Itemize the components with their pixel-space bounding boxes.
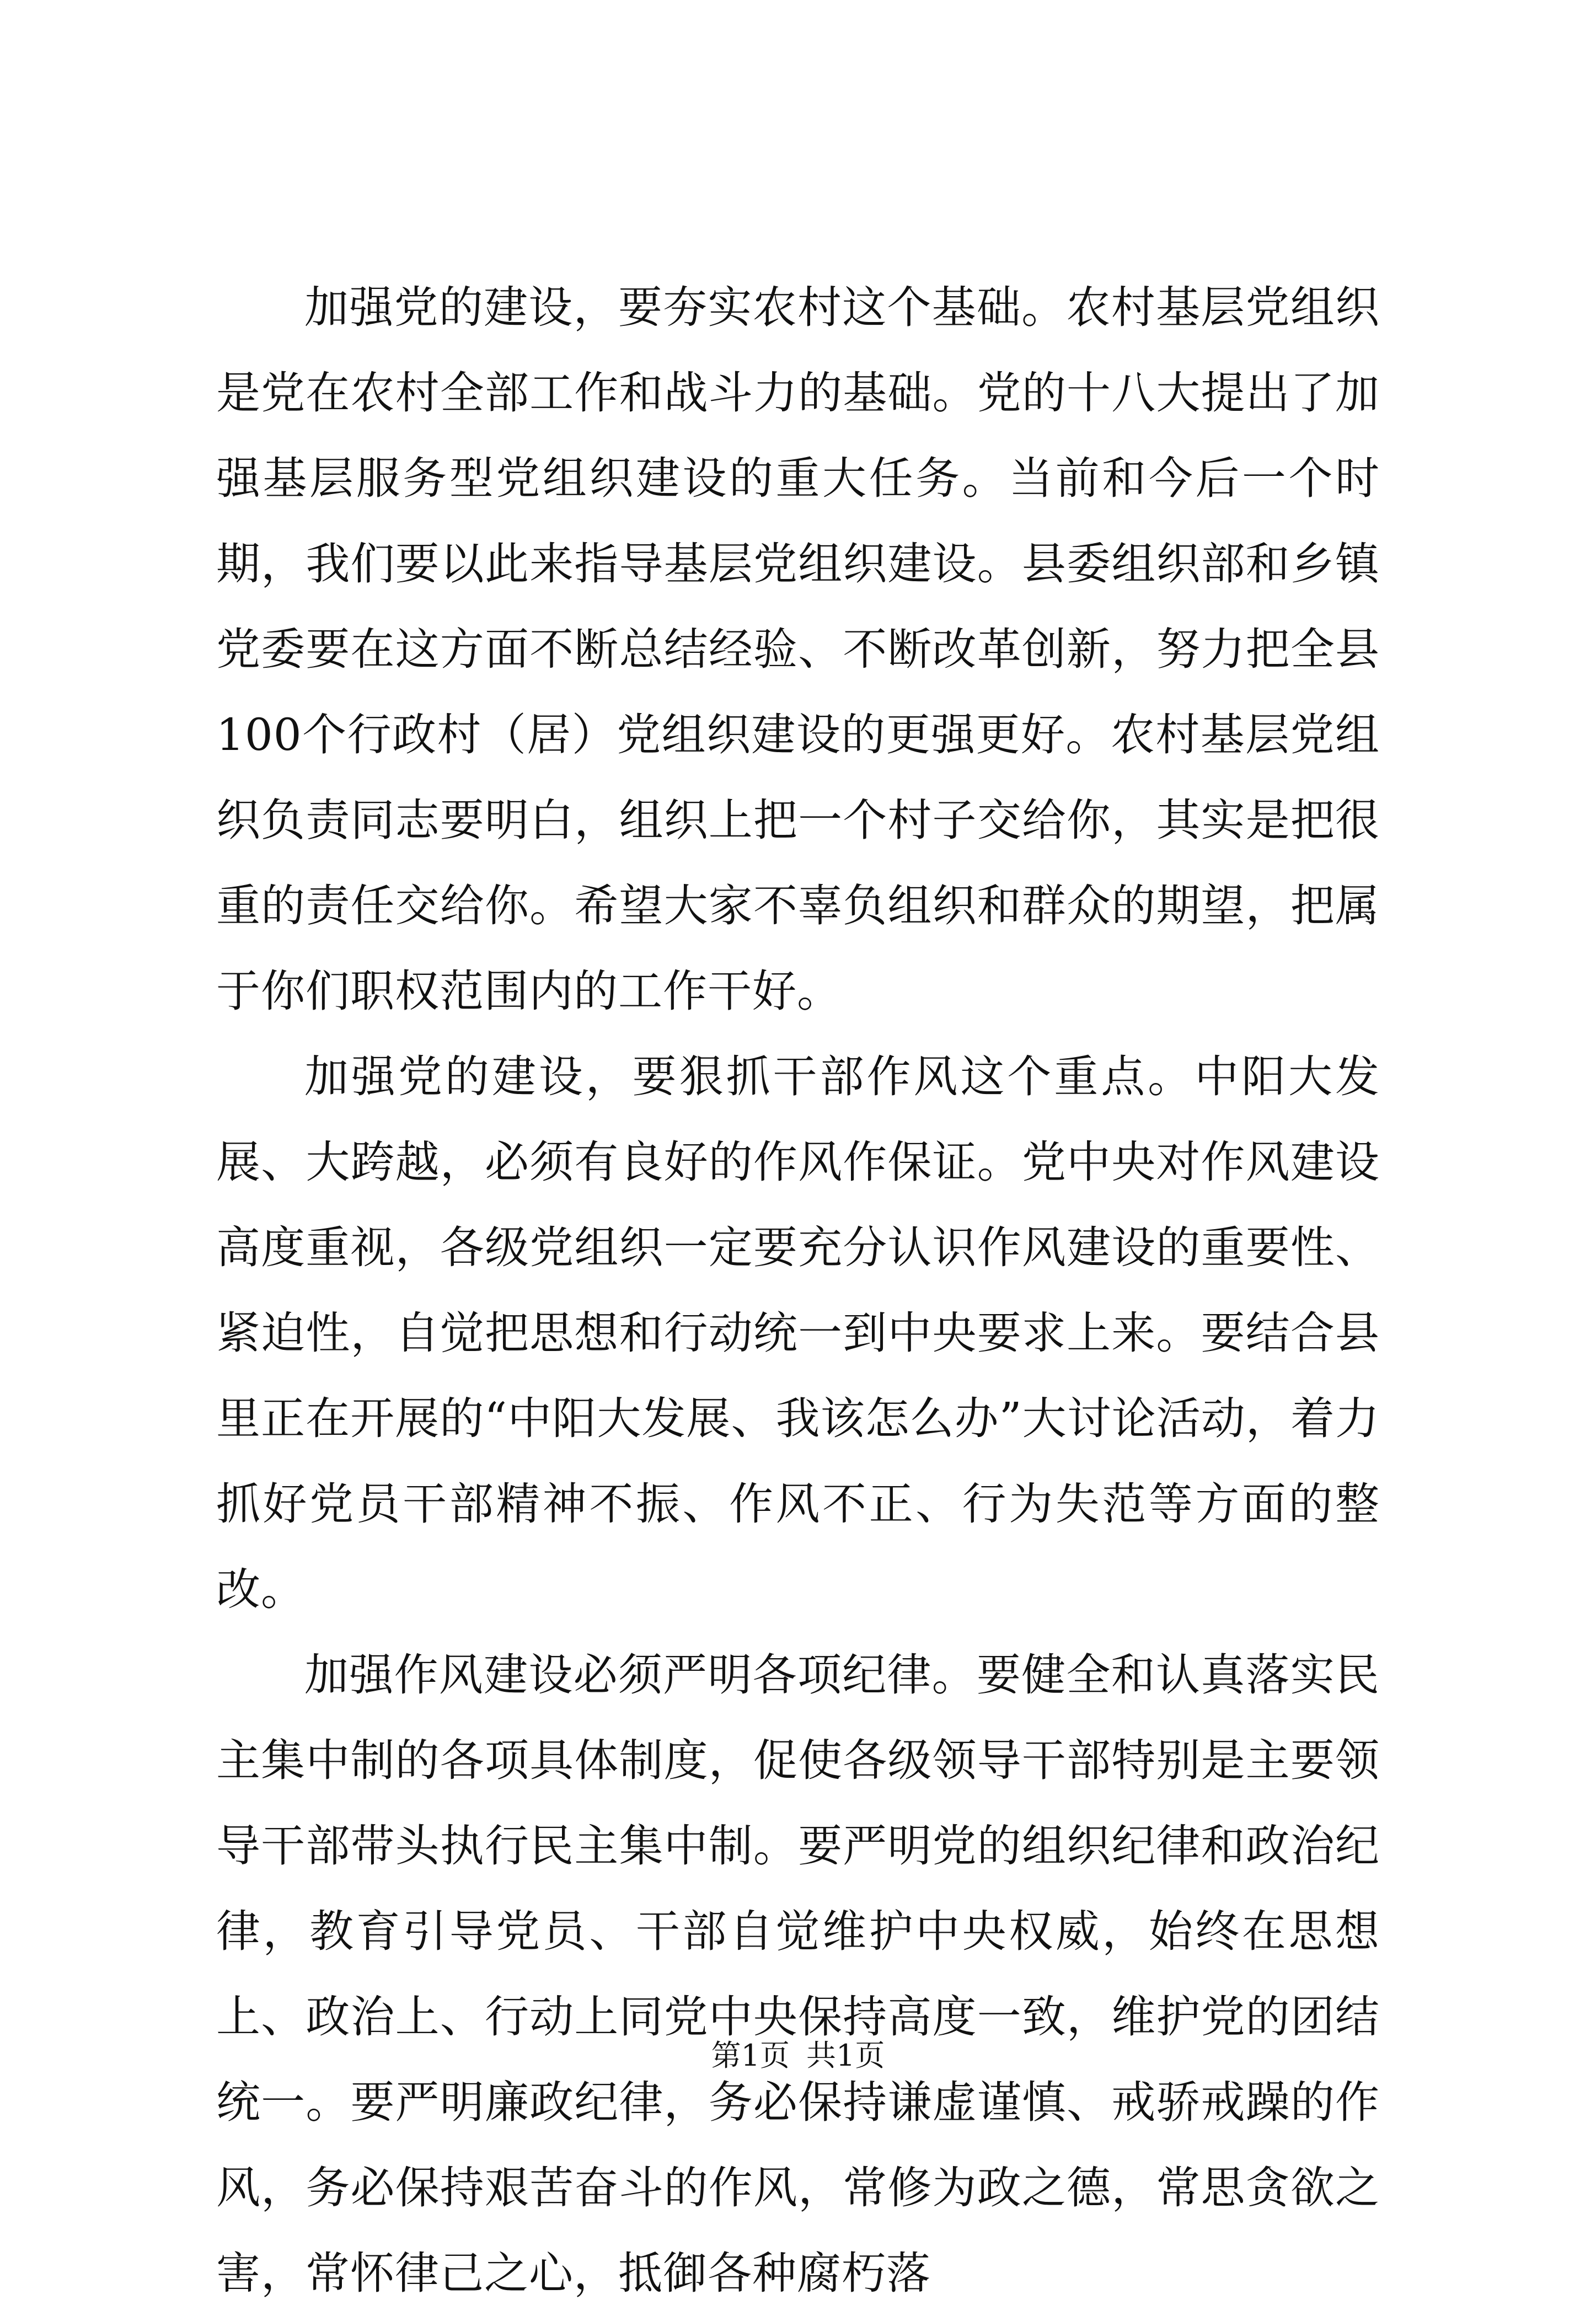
document-body: [216, 265, 1380, 2316]
paragraph: 加强党的建设，要夯实农村这个基础。农村基层党组织是党在农村全部工作和战斗力的基础。党的十八大提出了加强基层服务型党组织建设的重大任务。当前和今后一个时期，我们要以此来指导基层党组织建设。县委组织部和乡镇党委要在这方面不断总结经验、不断改革创新，努力把全县100个行政村（居）党组织建设的更强更好。农村基层党组织负责同志要明白，组织上把一个村子交给你，其实是把很重的责任交给你。希望大家不辜负组织和群众的期望，把属于你们职权范围内的工作干好。: [216, 282, 1380, 1017]
paragraph: 加强党的建设，要狠抓干部作风这个重点。中阳大发展、大跨越，必须有良好的作风作保证。党中央对作风建设高度重视，各级党组织一定要充分认识作风建设的重要性、紧迫性，自觉把思想和行动统一到中央要求上来。要结合县里正在开展的“中阳大发展、我该怎么办”大讨论活动，着力抓好党员干部精神不振、作风不正、行为失范等方面的整改。: [216, 1051, 1380, 1615]
page-number: 第1页: [711, 2038, 790, 2073]
paragraph: 加强作风建设必须严明各项纪律。要健全和认真落实民主集中制的各项具体制度，促使各级领导干部特别是主要领导干部带头执行民主集中制。要严明党的组织纪律和政治纪律，教育引导党员、干部自觉维护中央权威，始终在思想上、政治上、行动上同党中央保持高度一致，维护党的团结统一。要严明廉政纪律，务必保持谦虚谨慎、戒骄戒躁的作风，务必保持艰苦奋斗的作风，常修为政之德，常思贪欲之害，常怀律己之心，抵御各种腐朽落: [216, 1649, 1380, 2299]
page-footer: [0, 2034, 1596, 2078]
page-total: 共1页: [806, 2038, 885, 2073]
